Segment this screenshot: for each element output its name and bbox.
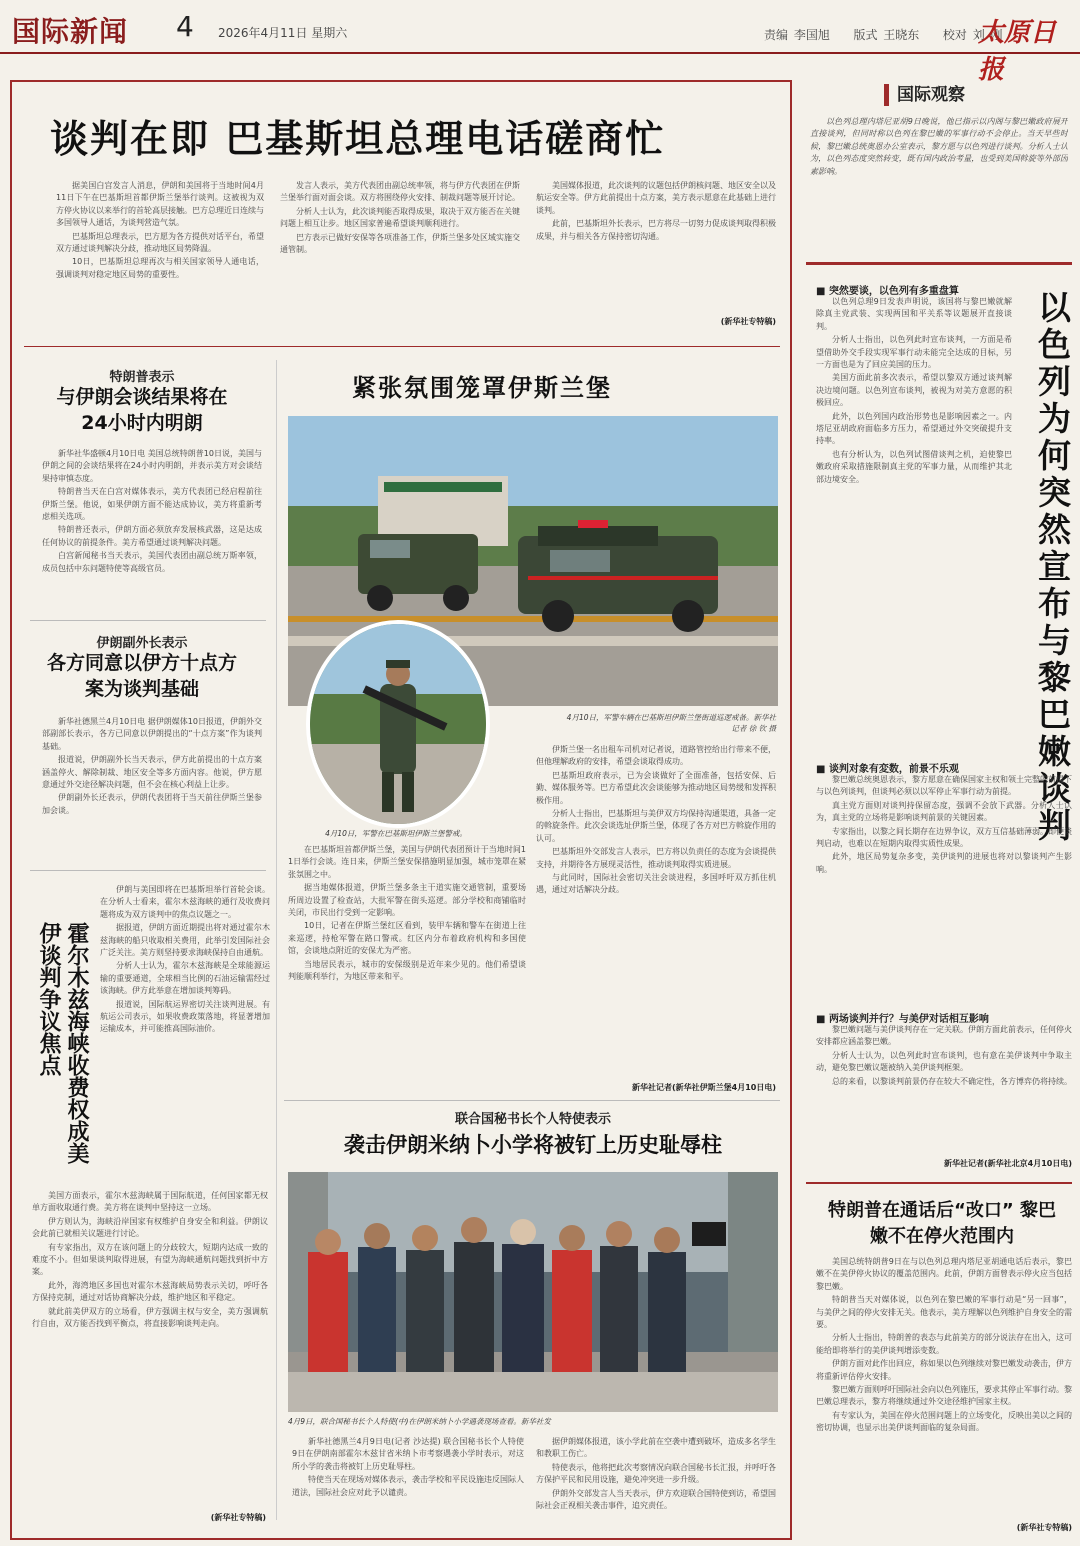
column-divider	[276, 360, 277, 1520]
sidebar-divider	[806, 1182, 1072, 1184]
column-divider	[30, 870, 266, 871]
un-body-right	[536, 1436, 776, 1532]
body-para: 特朗普当天在白宫对媒体表示，美方代表团已经启程前往伊斯兰堡。他说，如果伊朗方面不能达成协议，美方将重新考虑相关选项。	[42, 487, 262, 522]
body-para: 据报道，伊朗方面近期提出将对通过霍尔木兹海峡的船只收取相关费用，此举引发国际社会广泛关注。美方则坚持要求海峡保持自由通航。	[100, 923, 270, 958]
iran-headline: 各方同意以伊方十点方案为谈判基础	[46, 652, 237, 700]
editor-credits: 责编 李国旭 版式 王晓东 校对 刘 刚	[764, 28, 1003, 42]
body-para: 分析人士指出，以色列此时宣布谈判，一方面是希望借助外交手段实现军事行动未能完全达成的目标，另一方面也是为了回应美国的压力。	[816, 335, 1012, 370]
body-para: 在巴基斯坦首都伊斯兰堡，美国与伊朗代表团预计于当地时间11日举行会谈。连日来，伊斯兰堡安保措施明显加强，城市笼罩在紧张氛围之中。	[288, 845, 526, 879]
body-para: 特使表示，他将把此次考察情况向联合国秘书长汇报，并呼吁各方保护平民和民用设施，避免冲突进一步升级。	[536, 1462, 776, 1485]
sidebar-subheading: ■ 两场谈判并行？与美伊对话相互影响	[816, 1010, 1072, 1025]
body-para: 伊朗方面对此作出回应，称如果以色列继续对黎巴嫩发动袭击，伊方将重新评估停火安排。	[816, 1359, 1072, 1381]
lead-col-1	[56, 180, 264, 332]
body-para: 分析人士指出，特朗普的表态与此前美方的部分说法存在出入，这可能给即将举行的美伊谈判增添变数。	[816, 1333, 1072, 1355]
lead-para: 发言人表示，美方代表团由副总统率领，将与伊方代表团在伊斯兰堡举行面对面会谈。双方将围绕停火安排、制裁问题等展开讨论。	[280, 181, 520, 203]
hormuz-headline: 霍尔木兹海峡收费权成美伊谈判争议焦点	[36, 922, 89, 1164]
body-para: 伊斯兰堡一名出租车司机对记者说，道路管控给出行带来不便，但他理解政府的安排，希望会谈取得成功。	[536, 745, 776, 767]
body-para: 特朗普当天对媒体说，以色列在黎巴嫩的军事行动是“另一回事”，与美伊之间的停火安排无关。他表示，美方理解以色列维护自身安全的需要。	[816, 1295, 1072, 1330]
body-para: 伊朗副外长还表示，伊朗代表团将于当天前往伊斯兰堡参加会谈。	[42, 793, 262, 815]
sidebar-article-body	[816, 1256, 1072, 1518]
hormuz-body-top	[100, 884, 270, 1184]
body-para: 当地居民表示，城市的安保级别是近年来少见的。他们希望谈判能顺利举行，为地区带来和平。	[288, 959, 526, 982]
body-para: 报道说，国际航运界密切关注谈判进展。有航运公司表示，如果收费政策落地，将显著增加运输成本，并可能推高国际油价。	[100, 999, 270, 1034]
body-para: 新华社德黑兰4月10日电 据伊朗媒体10日报道，伊朗外交部副部长表示，各方已同意以伊朗提出的“十点方案”作为谈判基础。	[42, 717, 262, 751]
body-para: 真主党方面则对谈判持保留态度，强调不会放下武器。分析人士认为，真主党的立场将是影响谈判前景的关键因素。	[816, 800, 1072, 823]
sidebar-subheading: ■ 谈判对象有変数，前景不乐观	[816, 760, 1016, 775]
body-para: 白宫新闻秘书当天表示，美国代表团由副总统万斯率领，成员包括中东问题特使等高级官员。	[42, 551, 262, 573]
body-para: 有专家指出，双方在该问题上的分歧较大，短期内达成一致的难度不小。但如果谈判取得进展，有望为海峡通航问题找到折中方案。	[32, 1242, 268, 1277]
lead-para: 巴基斯坦总理表示，巴方愿为各方提供对话平台，希望双方通过谈判解决分歧，推动地区局势降温。	[56, 231, 264, 254]
iran-kicker: 伊朗副外长表示	[96, 636, 188, 651]
sidebar-section-2	[816, 774, 1072, 1002]
un-photo-illustration	[288, 1172, 778, 1412]
trump-body	[42, 448, 262, 618]
sidebar-section-3	[816, 1024, 1072, 1156]
sidebar-section-1	[816, 296, 1012, 752]
body-para: 此外，海湾地区多国也对霍尔木兹海峡局势表示关切，呼吁各方保持克制，通过对话协商解决分歧，维护地区和平稳定。	[32, 1280, 268, 1303]
lead-col-3	[536, 180, 776, 320]
body-para: 特朗普还表示，伊朗方面必须放弃发展核武器，这是达成任何协议的前提条件。美方希望通过谈判解决问题。	[42, 525, 262, 547]
column-divider	[30, 620, 266, 621]
section-divider	[24, 346, 780, 347]
sidebar-tag: 国际观察	[884, 84, 1009, 106]
lead-para: 美国媒体报道，此次谈判的议题包括伊朗核问题、地区安全以及航运安全等。伊方此前提出十点方案，美方表示愿意在此基础上进行谈判。	[536, 181, 776, 215]
body-para: 伊方则认为，海峡沿岸国家有权维护自身安全和利益。伊朗议会此前已就相关议题进行讨论。	[32, 1216, 268, 1239]
feature-source: 新华社记者(新华社伊斯兰堡4月10日电)	[631, 1083, 776, 1092]
body-para: 此外，地区局势复杂多变，美伊谈判的进展也将对以黎谈判产生影响。	[816, 852, 1072, 874]
body-para: 报道说，伊朗副外长当天表示，伊方此前提出的十点方案涵盖停火、解除制裁、地区安全等多方面内容。他说，伊方愿意通过外交途径解决问题，但不会在核心利益上让步。	[42, 755, 262, 790]
body-para: 黎巴嫩方面则呼吁国际社会向以色列施压，要求其停止军事行动。黎巴嫩总理表示，黎方将继续通过外交途径维护国家主权。	[816, 1385, 1072, 1407]
inset-photo-illustration	[310, 624, 486, 824]
page-number: 4	[176, 10, 194, 43]
header-rule	[0, 52, 1080, 54]
body-para: 以色列总理9日发表声明说，该国将与黎巴嫩就解除真主党武装、实现两国和平关系等议题展开直接谈判。	[816, 297, 1012, 331]
body-para: 黎巴嫩总统奥恩表示，黎方愿意在确保国家主权和领土完整的前提下与以色列谈判，但谈判必须以以军停止军事行动为前提。	[816, 775, 1072, 797]
body-para: 美国方面此前多次表示，希望以黎双方通过谈判解决边境问题。以色列宣布谈判，被视为对美方意愿的积极回应。	[816, 373, 1012, 408]
lead-source: (新华社专特稿)	[720, 317, 776, 326]
main-headline: 谈判在即 巴基斯坦总理电话磋商忙	[50, 117, 666, 161]
body-para: 据当地媒体报道，伊斯兰堡多条主干道实施交通管制，重要场所周边设置了检查站，大批军警在街头巡逻。部分学校和商铺临时关闭，市民出行受到一定影响。	[288, 883, 526, 918]
lead-para: 据美国白宫发言人消息，伊朗和美国将于当地时间4月11日下午在巴基斯坦首都伊斯兰堡举行谈判。这被视为双方停火协议以来举行的首轮高层接触。巴方总理近日连续与多国领导人通话，为谈判营造气氛。	[56, 181, 264, 228]
body-para: 据伊朗媒体报道，该小学此前在空袭中遭到破坏，造成多名学生和教职工伤亡。	[536, 1437, 776, 1459]
body-para: 美国方面表示，霍尔木兹海峡属于国际航道，任何国家都无权单方面收取通行费。美方将在谈判中坚持这一立场。	[32, 1191, 268, 1213]
inset-photo-caption: 4月10日，军警在巴基斯坦伊斯兰堡警戒。	[325, 829, 467, 838]
hormuz-source: (新华社专特稿)	[210, 1513, 266, 1522]
body-para: 巴基斯坦外交部发言人表示，巴方将以负责任的态度为会谈提供支持，并期待各方展现灵活性，推动谈判取得实质进展。	[536, 847, 776, 869]
un-kicker: 联合国秘书长个人特使表示	[454, 1112, 611, 1127]
section-name: 国际新闻	[12, 15, 129, 48]
body-para: 巴基斯坦政府表示，已为会谈做好了全面准备，包括安保、后勤、媒体服务等。巴方希望此次会谈能够为推动地区局势缓和发挥积极作用。	[536, 770, 776, 805]
sidebar-divider	[806, 262, 1072, 265]
body-para: 黎巴嫩问题与美伊谈判存在一定关联。伊朗方面此前表示，任何停火安排都应涵盖黎巴嫩。	[816, 1025, 1072, 1047]
body-para: 美国总统特朗普9日在与以色列总理内塔尼亚胡通电话后表示，黎巴嫩不在美伊停火协议的覆盖范围内。此前，伊朗方面曾表示停火应当包括黎巴嫩。	[816, 1257, 1072, 1291]
trump-kicker: 特朗普表示	[109, 370, 175, 385]
body-para: 特使当天在现场对媒体表示，袭击学校和平民设施违反国际人道法，国际社会应对此予以谴责。	[292, 1475, 524, 1497]
un-photo	[288, 1172, 778, 1412]
feature-body-left	[288, 844, 526, 1098]
body-para: 就此前美伊双方的立场看，伊方强调主权与安全，美方强调航行自由，双方能否找到平衡点，将直接影响谈判走向。	[32, 1306, 268, 1329]
feature-banner: 紧张氛围笼罩伊斯兰堡	[352, 374, 612, 402]
trump-headline: 与伊朗会谈结果将在24小时内明朗	[56, 386, 228, 434]
un-photo-caption: 4月9日，联合国秘书长个人特使(中)在伊朗米纳卜小学遇袭现场查看。新华社发	[288, 1417, 551, 1426]
feature-body-right	[536, 744, 776, 1080]
body-para: 10日，记者在伊斯兰堡红区看到，装甲车辆和警车在街道上往来巡逻，持枪军警在路口警戒。红区内分布着政府机构和多国使馆，会谈地点附近的安保尤为严密。	[288, 921, 526, 956]
body-para: 新华社德黑兰4月9日电(记者 沙达提) 联合国秘书长个人特使9日在伊朗南部霍尔木兹甘省米纳卜市考察遇袭小学时表示，对这所小学的袭击将被钉上历史耻辱柱。	[292, 1437, 524, 1471]
sidebar-article-headline: 特朗普在通话后“改口” 黎巴嫩不在停火范围内	[828, 1200, 1056, 1247]
sidebar-source: 新华社记者(新华社北京4月10日电)	[943, 1159, 1072, 1168]
body-para: 伊朗与美国即将在巴基斯坦举行首轮会谈。在分析人士看来，霍尔木兹海峡的通行及收费问题将成为双方谈判中的焦点议题之一。	[100, 885, 270, 919]
paper-logo: 太原日报	[978, 18, 1057, 85]
lead-para: 分析人士认为，此次谈判能否取得成果，取决于双方能否在关键问题上相互让步。地区国家普遍希望谈判顺利进行。	[280, 206, 520, 229]
body-para: 总的来看，以黎谈判前景仍存在较大不确定性，各方博弈仍将持续。	[832, 1076, 1072, 1086]
lead-para: 巴方表示已做好安保等各项准备工作，伊斯兰堡多处区域实施交通管制。	[280, 232, 520, 255]
body-para: 分析人士认为，以色列此时宣布谈判，也有意在美伊谈判中争取主动，避免黎巴嫩议题被纳入美伊谈判框架。	[816, 1050, 1072, 1073]
section-divider	[284, 1100, 780, 1101]
inset-photo	[306, 620, 490, 828]
lead-col-2	[280, 180, 520, 332]
un-headline: 袭击伊朗米纳卜小学将被钉上历史耻辱柱	[344, 1133, 722, 1157]
sidebar-article-source: (新华社专特稿)	[1016, 1523, 1072, 1532]
sidebar-subheading: ■ 突然要谈，以色列有多重盘算	[816, 282, 1016, 297]
body-para: 也有分析认为，以色列试图借谈判之机，迫使黎巴嫩政府采取措施限制真主党的军事力量，从而维护其北部边境安全。	[816, 449, 1012, 484]
body-para: 与此同时，国际社会密切关注会谈进程，多国呼吁双方抓住机遇，通过对话解决分歧。	[536, 873, 776, 895]
hormuz-body-bottom	[32, 1190, 268, 1510]
iran-body	[42, 716, 262, 866]
feature-photo-caption: 4月10日，军警车辆在巴基斯坦伊斯兰堡街道巡逻戒备。新华社记者 徐 钦 摄	[566, 713, 776, 733]
body-para: 新华社华盛顿4月10日电 美国总统特朗普10日说，美国与伊朗之间的会谈结果将在24小时内明朗，并表示美方对会谈结果持审慎态度。	[42, 449, 262, 483]
body-para: 分析人士指出，巴基斯坦与美伊双方均保持沟通渠道，具备一定的斡旋条件。此次会谈选址伊斯兰堡，体现了各方对巴方斡旋作用的认可。	[536, 809, 776, 843]
issue-date: 2026年4月11日 星期六	[218, 26, 348, 40]
lead-para: 此前，巴基斯坦外长表示，巴方将尽一切努力促成谈判取得积极成果，并与相关各方保持密切沟通。	[536, 219, 776, 241]
sidebar-intro: 以色列总理内塔尼亚胡9日晚说，他已指示以内阁与黎巴嫩政府展开直接谈判，但同时称以色列在黎巴嫩的军事行动不会停止。当天早些时候，黎巴嫩总统奥恩办公室表示，黎方愿与以色列进行谈判。分析人士认为，以色列态度突然转变，既有国内政治考量，也受到美国斡旋等外部因素影响。	[810, 117, 1068, 176]
body-para: 有专家认为，美国在停火范围问题上的立场变化，反映出美以之间的密切协调，也显示出美伊谈判面临的复杂局面。	[816, 1410, 1072, 1433]
lead-para: 10日，巴基斯坦总理再次与相关国家领导人通电话，强调谈判对稳定地区局势的重要性。	[56, 257, 264, 279]
un-body-left	[292, 1436, 524, 1532]
body-para: 此外，以色列国内政治形势也是影响因素之一。内塔尼亚胡政府面临多方压力，希望通过外交突破提升支持率。	[816, 411, 1012, 446]
body-para: 分析人士认为，霍尔木兹海峡是全球能源运输的重要通道，全球相当比例的石油运输需经过该海峡。伊方此举意在增加谈判筹码。	[100, 961, 270, 996]
body-para: 专家指出，以黎之间长期存在边界争议，双方互信基础薄弱。即便谈判启动，也难以在短期内取得实质性成果。	[816, 826, 1072, 849]
masthead	[0, 0, 1080, 85]
sidebar-vertical-headline: 以色列为何突然宣布与黎巴嫩谈判	[1033, 290, 1072, 845]
body-para: 伊朗外交部发言人当天表示，伊方欢迎联合国特使到访，希望国际社会正视相关袭击事件，追究责任。	[536, 1488, 776, 1511]
